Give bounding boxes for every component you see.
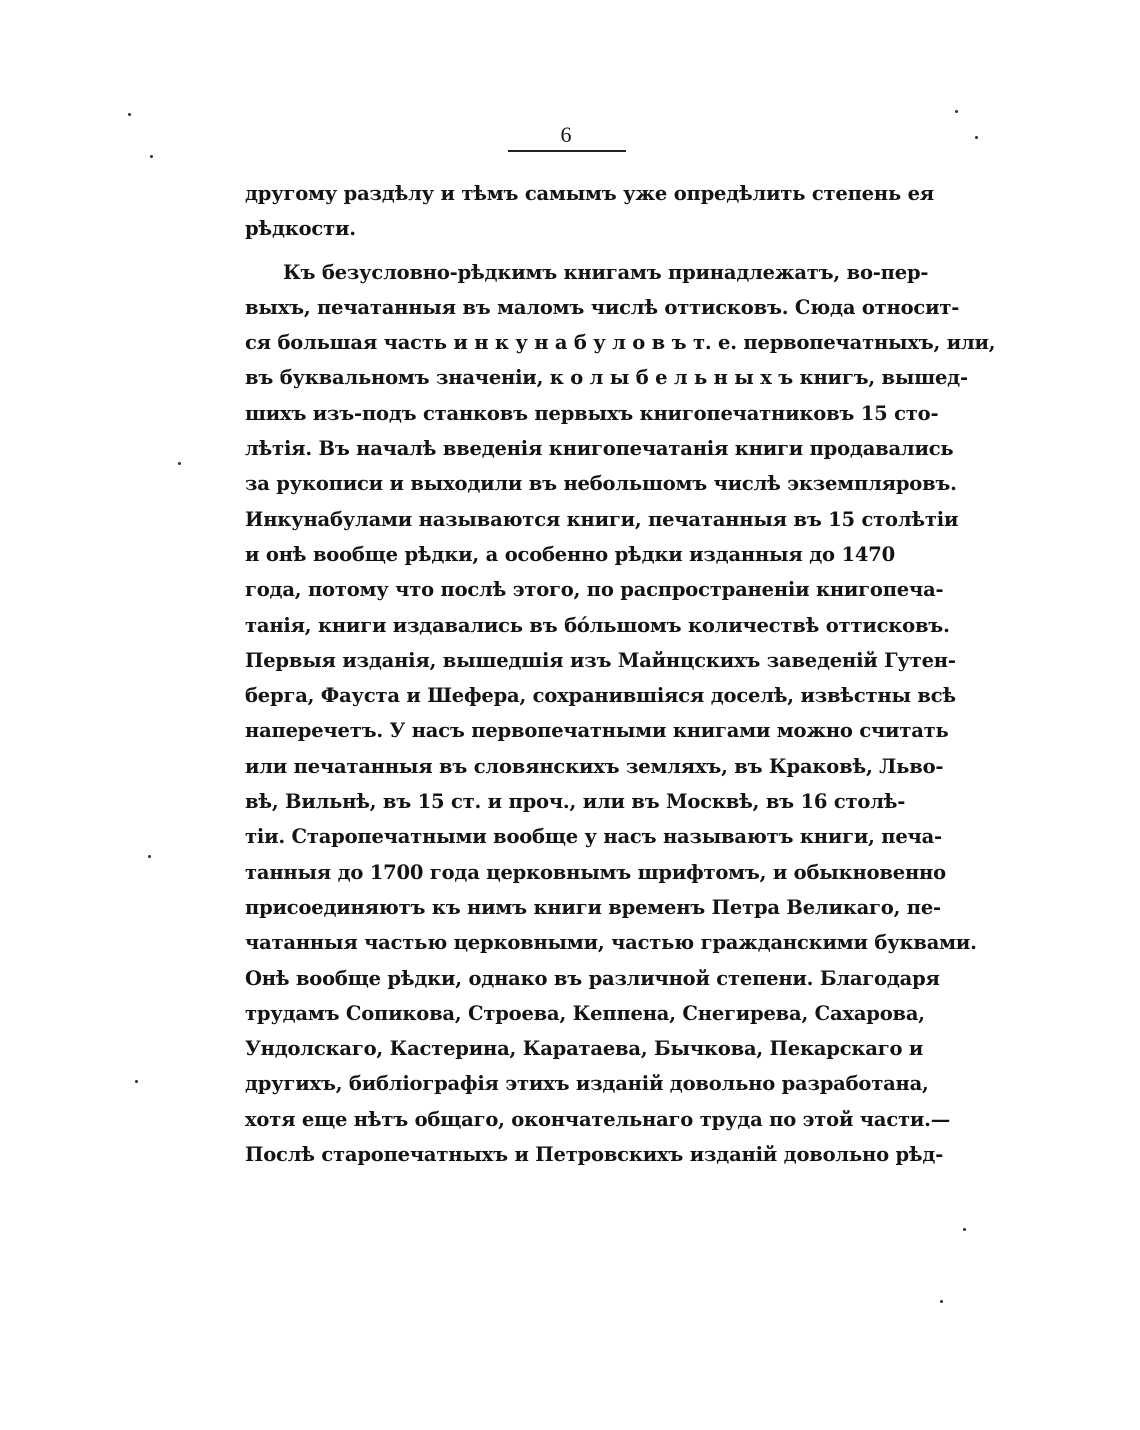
text-line: танныя до 1700 года церковнымъ шрифтомъ, и обыкновенно [245,860,946,884]
text-line: чатанныя частью церковными, частью гражданскими буквами. [245,931,977,955]
text-line: Ундолскаго, Кастерина, Каратаева, Бычкова, Пекарскаго и [245,1037,924,1061]
text-line: въ буквальномъ значеніи, к о л ы б е л ь н ы х ъ книгъ, вышед- [245,366,968,390]
text-line: лѣтія. Въ началѣ введенія книгопечатанія книги продавались [245,437,954,461]
text-line: Къ безусловно-рѣдкимъ книгамъ принадлежатъ, во-пер- [283,260,929,284]
scan-speck [128,113,131,116]
text-line: Инкунабулами называются книги, печатанныя въ 15 столѣтіи [245,507,959,531]
text-line: ся большая часть и н к у н а б у л о в ъ т. е. первопечатныхъ, или, [245,331,996,355]
scan-speck [148,855,151,858]
text-line: наперечетъ. У насъ первопечатными книгами можно считать [245,719,949,743]
text-line: тіи. Старопечатными вообще у насъ называютъ книги, печа- [245,825,942,849]
text-line: или печатанныя въ словянскихъ земляхъ, въ Краковѣ, Льво- [245,754,944,778]
page-number: 6 [560,122,572,147]
scan-speck [178,462,181,465]
text-line: Онѣ вообще рѣдки, однако въ различной степени. Благодаря [245,966,940,990]
text-line: Послѣ старопечатныхъ и Петровскихъ изданій довольно рѣд- [245,1143,944,1167]
text-line: выхъ, печатанныя въ маломъ числѣ оттисковъ. Сюда относит- [245,295,960,319]
scan-speck [135,1080,138,1083]
scan-speck [975,136,978,139]
text-line: за рукописи и выходили въ небольшомъ числѣ экземпляровъ. [245,472,957,496]
scan-speck [963,1228,966,1231]
text-line: вѣ, Вильнѣ, въ 15 ст. и проч., или въ Москвѣ, въ 16 столѣ- [245,790,906,814]
scan-speck [940,1300,943,1303]
text-line: присоединяютъ къ нимъ книги временъ Петра Великаго, пе- [245,895,941,919]
text-line: года, потому что послѣ этого, по распространеніи книгопеча- [245,578,944,602]
body-text [245,176,996,1172]
text-line: шихъ изъ-подъ станковъ первыхъ книгопечатниковъ 15 сто- [245,401,939,425]
text-line: рѣдкости. [245,217,356,241]
text-line: берга, Фауста и Шефера, сохранившіяся доселѣ, извѣстны всѣ [245,684,956,708]
text-line: другихъ, библіографія этихъ изданій довольно разработана, [245,1072,929,1096]
text-line: трудамъ Сопикова, Строева, Кеппена, Снегирева, Сахарова, [245,1001,925,1025]
text-line: танія, книги издавались въ бóльшомъ количествѣ оттисковъ. [245,613,950,637]
scan-speck [955,110,958,113]
text-line: и онѣ вообще рѣдки, а особенно рѣдки изданныя до 1470 [245,542,895,566]
page-number-rule [508,150,626,152]
text-line: Первыя изданія, вышедшія изъ Майнцскихъ заведеній Гутен- [245,648,956,672]
text-line: другому раздѣлу и тѣмъ самымъ уже опредѣлить степень ея [245,182,935,205]
text-line: хотя еще нѣтъ общаго, окончательнаго труда по этой части.— [245,1107,951,1131]
scan-speck [150,155,153,158]
